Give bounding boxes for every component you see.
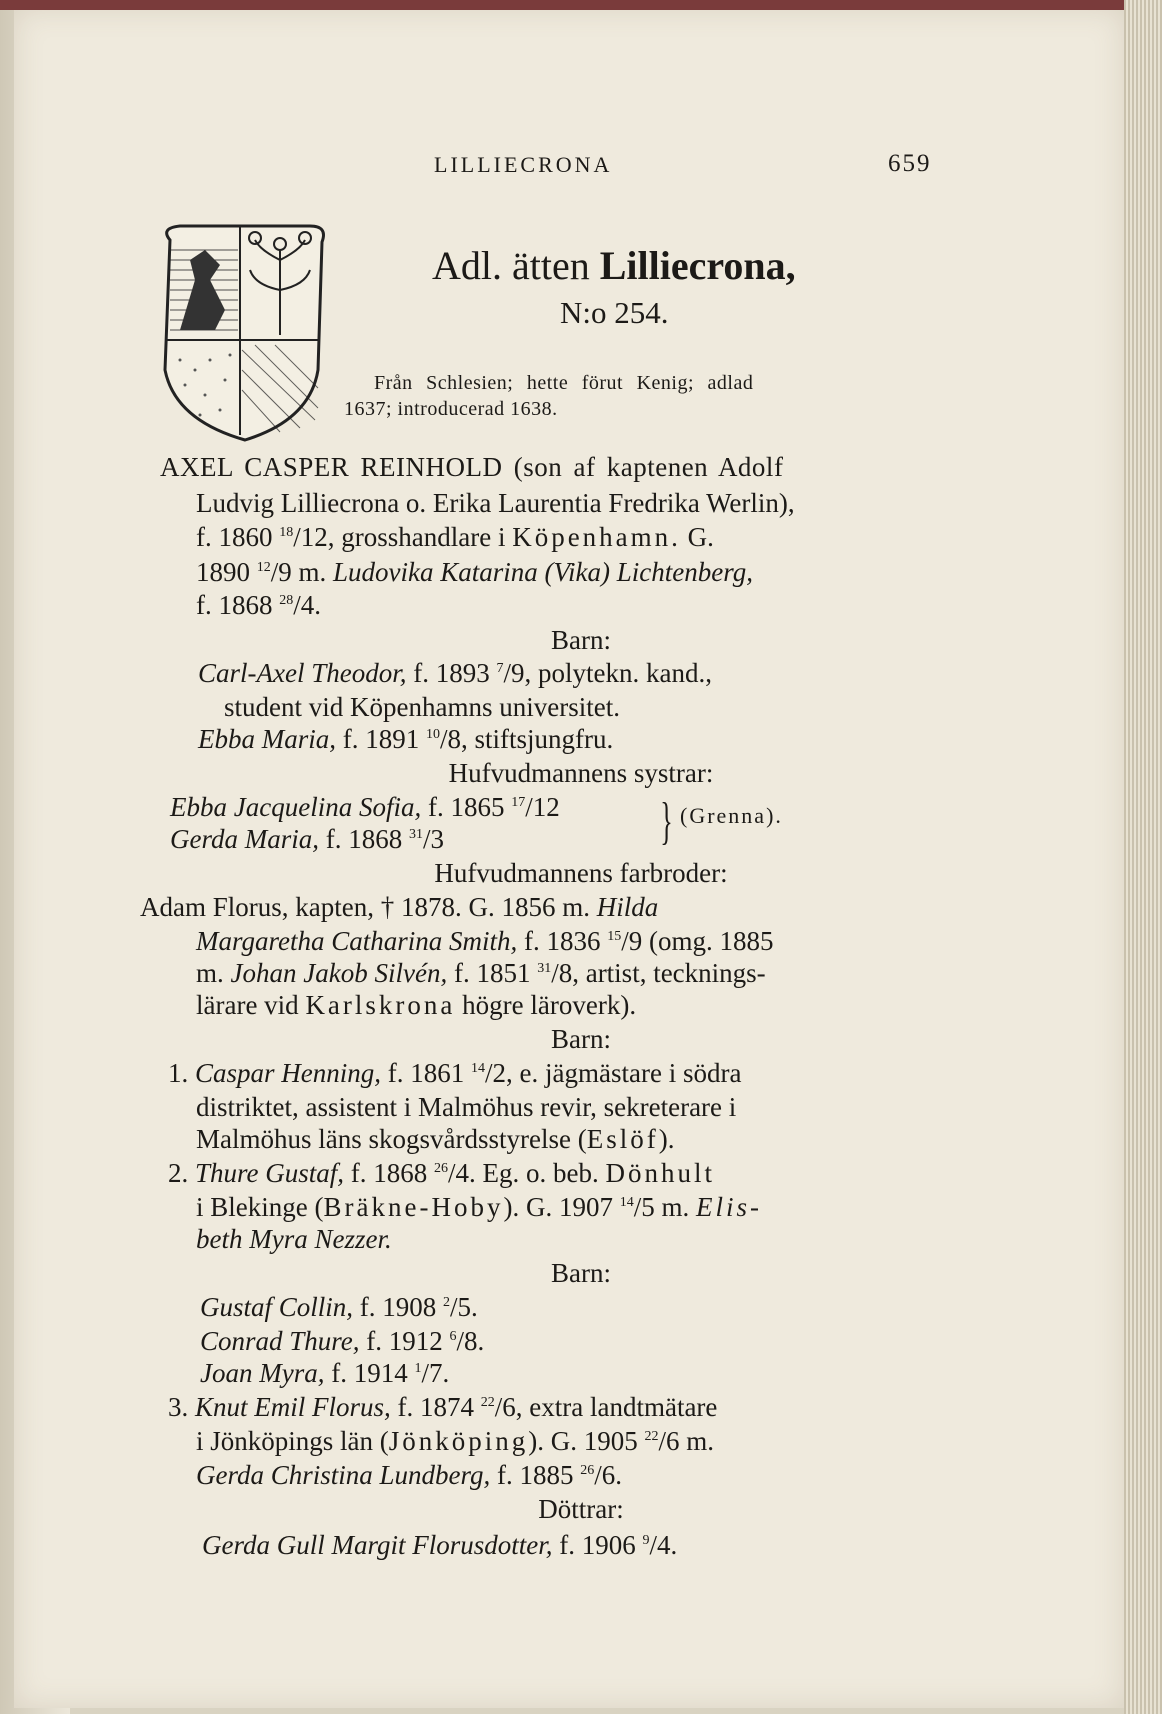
family-title: [432, 242, 796, 289]
section-heading: Hufvudmannens farbroder:: [434, 858, 728, 888]
child-entry: Ebba Maria, f. 1891 $^{10}$/8, stiftsjungfru.: [198, 724, 614, 754]
grandchild-entry: Conrad Thure, f. 1912 $^6$/8.: [200, 1326, 485, 1356]
numbered-child-entry: 2. Thure Gustaf, f. 1868 $^{26}$/4. Eg. o. beb. Dönhult: [168, 1158, 716, 1188]
section-heading: Hufvudmannens systrar:: [448, 758, 714, 788]
daughter-entry: Gerda Gull Margit Florusdotter, f. 1906 $^9$/4.: [202, 1530, 678, 1560]
uncle-entry-continued: Margaretha Catharina Smith, f. 1836 $^{15}$/9 (omg. 1885: [196, 926, 774, 956]
numbered-child-continued: Gerda Christina Lundberg, f. 1885 $^{26}$/6.: [196, 1460, 623, 1490]
running-header: LILLIECRONA: [434, 152, 613, 177]
child-entry-continued: student vid Köpenhamns universitet.: [224, 692, 620, 722]
origin-note-line1: Från Schlesien; hette förut Kenig; adlad: [374, 372, 754, 394]
book-cover-edge: [0, 0, 1162, 10]
numbered-child-continued: Malmöhus läns skogsvårdsstyrelse (Eslöf).: [196, 1124, 675, 1154]
text-line: 1890 $^{12}$/9 m. Ludovika Katarina (Vika) Lichtenberg,: [196, 557, 753, 587]
sister-entry: Ebba Jacquelina Sofia, f. 1865 $^{17}$/12: [170, 792, 560, 822]
uncle-entry-continued: m. Johan Jakob Silvén, f. 1851 $^{31}$/8, artist, tecknings-: [196, 958, 766, 988]
text-line: f. 1868 $^{28}$/4.: [196, 590, 322, 620]
family-title-name: Lilliecrona,: [599, 243, 796, 288]
family-title-prefix: Adl. ätten: [432, 243, 590, 288]
section-heading: Barn:: [551, 1258, 611, 1288]
brace-icon: }: [660, 793, 673, 850]
grandchild-entry: Gustaf Collin, f. 1908 $^2$/5.: [200, 1292, 478, 1322]
page-edges: [1124, 0, 1162, 1714]
coat-of-arms-icon: [150, 220, 330, 445]
section-heading: Döttrar:: [538, 1494, 624, 1524]
numbered-child-continued: distriktet, assistent i Malmöhus revir, sekreterare i: [196, 1092, 737, 1122]
text-line: AXEL CASPER REINHOLD (son af kaptenen Adolf: [160, 452, 784, 482]
uncle-entry: Adam Florus, kapten, † 1878. G. 1856 m. Hilda: [140, 892, 659, 922]
grandchild-entry: Joan Myra, f. 1914 $^1$/7.: [200, 1358, 450, 1388]
origin-note-line2: 1637; introducerad 1638.: [344, 398, 558, 420]
family-number: N:o 254.: [560, 295, 669, 330]
numbered-child-entry: 1. Caspar Henning, f. 1861 $^{14}$/2, e. jägmästare i södra: [168, 1058, 742, 1088]
section-heading: Barn:: [551, 625, 611, 655]
text-line: Ludvig Lilliecrona o. Erika Laurentia Fredrika Werlin),: [196, 488, 795, 518]
sister-entry: Gerda Maria, f. 1868 $^{31}$/3: [170, 824, 445, 854]
text-line: f. 1860 $^{18}$/12, grosshandlare i Köpenhamn. G.: [196, 522, 714, 552]
child-entry: Carl-Axel Theodor, f. 1893 $^7$/9, polytekn. kand.,: [198, 658, 712, 688]
section-heading: Barn:: [551, 1024, 611, 1054]
residence-note: (Grenna).: [680, 803, 783, 828]
page-number: 659: [888, 150, 932, 177]
uncle-entry-continued: lärare vid Karlskrona högre läroverk).: [196, 990, 637, 1020]
numbered-child-continued: i Blekinge (Bräkne-Hoby). G. 1907 $^{14}$/5 m. Elis-: [196, 1192, 762, 1222]
numbered-child-entry: 3. Knut Emil Florus, f. 1874 $^{22}$/6, extra landtmätare: [168, 1392, 718, 1422]
numbered-child-continued: i Jönköpings län (Jönköping). G. 1905 $^{22}$/6 m.: [196, 1426, 715, 1456]
numbered-child-continued: beth Myra Nezzer.: [196, 1224, 392, 1254]
